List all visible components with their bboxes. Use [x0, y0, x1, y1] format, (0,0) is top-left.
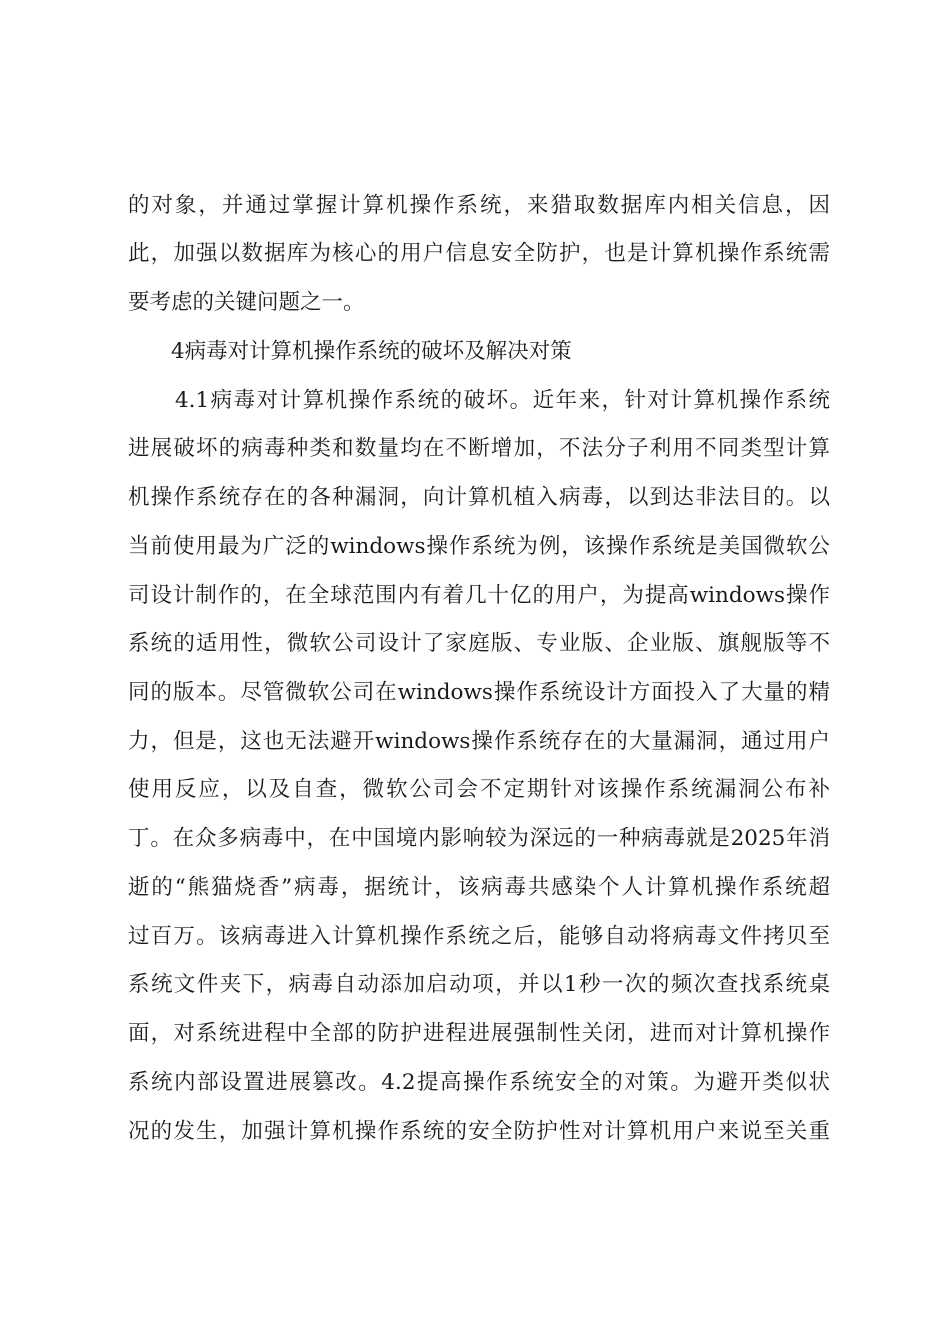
body-line-15: 系统内部设置进展篡改。4.2提高操作系统安全的对策。为避开类似状	[128, 1070, 830, 1095]
intro-line-3: 要考虑的关键问题之一。	[128, 290, 365, 315]
body-line-2: 进展破坏的病毒种类和数量均在不断增加，不法分子利用不同类型计算	[128, 436, 830, 461]
body-line-11: 逝的“熊猫烧香”病毒，据统计，该病毒共感染个人计算机操作系统超	[128, 875, 830, 900]
body-line-4: 当前使用最为广泛的windows操作系统为例，该操作系统是美国微软公	[128, 534, 830, 559]
body-line-14: 面，对系统进程中全部的防护进程进展强制性关闭，进而对计算机操作	[128, 1021, 830, 1046]
intro-line-1: 的对象，并通过掌握计算机操作系统，来猎取数据库内相关信息，因	[128, 193, 830, 218]
body-line-8: 力，但是，这也无法避开windows操作系统存在的大量漏洞，通过用户	[128, 729, 830, 754]
section-heading: 4病毒对计算机操作系统的破坏及解决对策	[171, 339, 572, 364]
body-line-9: 使用反应，以及自查，微软公司会不定期针对该操作系统漏洞公布补	[128, 777, 830, 802]
body-line-5: 司设计制作的，在全球范围内有着几十亿的用户，为提高windows操作	[128, 583, 830, 608]
body-line-16: 况的发生，加强计算机操作系统的安全防护性对计算机用户来说至关重	[128, 1119, 830, 1144]
intro-line-2: 此，加强以数据库为核心的用户信息安全防护，也是计算机操作系统需	[128, 241, 830, 266]
body-line-7: 同的版本。尽管微软公司在windows操作系统设计方面投入了大量的精	[128, 680, 830, 705]
body-line-1: 4.1病毒对计算机操作系统的破坏。近年来，针对计算机操作系统	[175, 388, 830, 413]
body-line-12: 过百万。该病毒进入计算机操作系统之后，能够自动将病毒文件拷贝至	[128, 924, 830, 949]
body-line-6: 系统的适用性，微软公司设计了家庭版、专业版、企业版、旗舰版等不	[128, 631, 830, 656]
body-line-3: 机操作系统存在的各种漏洞，向计算机植入病毒，以到达非法目的。以	[128, 485, 830, 510]
body-line-10: 丁。在众多病毒中，在中国境内影响较为深远的一种病毒就是2025年消	[128, 826, 830, 851]
body-line-13: 系统文件夹下，病毒自动添加启动项，并以1秒一次的频次查找系统桌	[128, 972, 830, 997]
